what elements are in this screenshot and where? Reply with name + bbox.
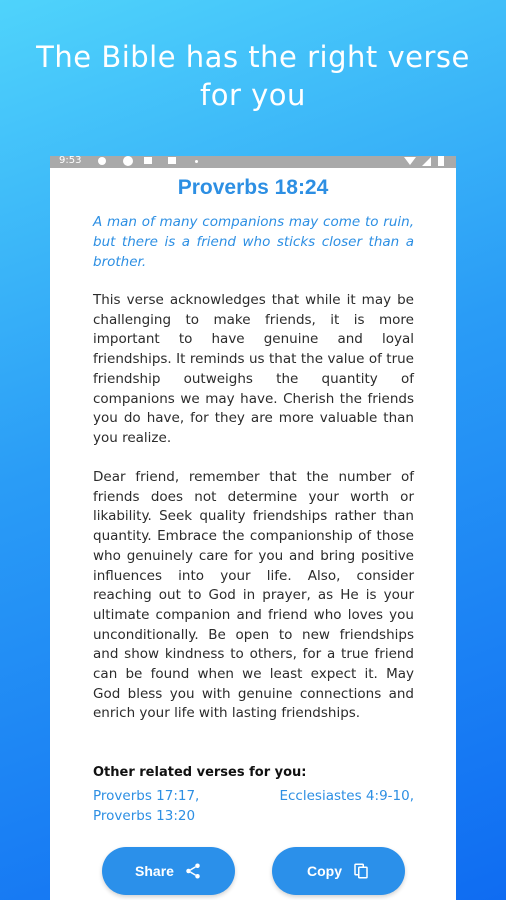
verse-reference: Proverbs 18:24: [177, 176, 329, 199]
signal-icon: [422, 157, 431, 166]
related-verse-link[interactable]: Ecclesiastes 4:9-10,: [279, 788, 414, 804]
reflection-paragraph-1: This verse acknowledges that while it may be challenging to make friends, it is more important to have genuine and loyal friendships. It reminds us that the value of true friendship outweighs the quantity of companions we may have. Cherish the friends you do have, for they are more valuable than you realize.: [93, 292, 414, 446]
status-bar: [50, 156, 456, 168]
copy-button-label: Copy: [307, 863, 342, 879]
headline-line-1: The Bible has the right verse: [36, 40, 470, 74]
copy-icon: [352, 862, 370, 880]
related-verse-link[interactable]: Proverbs 13:20: [93, 807, 196, 824]
copy-button[interactable]: [272, 847, 405, 895]
app-notification-icon: [123, 156, 133, 166]
status-time: 9:53: [59, 156, 82, 166]
promo-headline: [0, 38, 506, 114]
settings-notification-icon: [98, 157, 106, 165]
related-verses-title: Other related verses for you:: [93, 765, 307, 780]
share-icon: [184, 862, 202, 880]
phone-screen: [50, 156, 456, 900]
headline-line-2: for you: [200, 78, 306, 112]
share-button[interactable]: [102, 847, 235, 895]
reflection-paragraph-2: Dear friend, remember that the number of friends does not determine your worth or likability. Seek quality friendships rather than quantity. Embrace the companionship of those who genuinely care for you and bring positive influences into your life. Also, consider reaching out to God in prayer, as He is your ultimate companion and friend who loves you unconditionally. Be open to new friendships and show kindness to others, for a true friend can be found when we least expect it. May God bless you with genuine connections and enrich your life with lasting friendships.: [93, 469, 414, 722]
more-notifications-icon: [195, 160, 198, 163]
share-button-label: Share: [135, 863, 174, 879]
verse-text: A man of many companions may come to ruin, but there is a friend who sticks closer than a brother.: [93, 214, 414, 270]
wifi-icon: [404, 157, 416, 165]
related-verse-link[interactable]: Proverbs 17:17,: [93, 788, 200, 804]
related-verses-list: [93, 787, 414, 827]
mail-notification-icon-2: [168, 157, 176, 164]
mail-notification-icon: [144, 157, 152, 164]
battery-icon: [438, 156, 444, 166]
